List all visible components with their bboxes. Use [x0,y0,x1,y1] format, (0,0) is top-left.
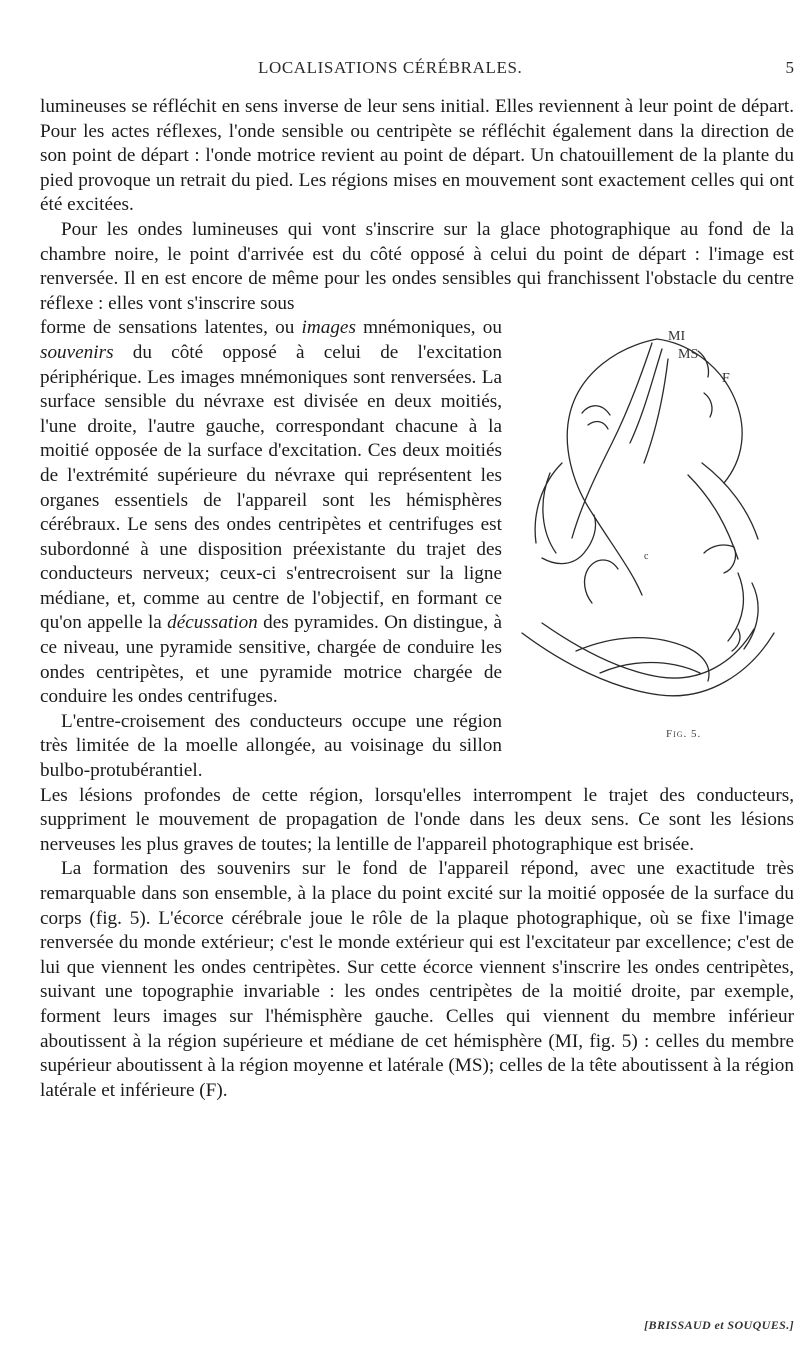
hand-left [542,515,596,564]
figure-5-illustration [502,329,794,713]
paragraph-2-full: Pour les ondes lumineuses qui vont s'inscrire sur la glace photographique au fond de la chambre noire, le point d'arrivée est du côté opposé à celui du point de départ : l'image est renversée. Il en est encore de même pour les ondes sensibles qui franchissent l'obstacle du centre réflexe : elles vont s'inscrire sous [40,218,794,314]
hemisphere-outline-right [657,339,742,483]
page-number: 5 [785,58,794,77]
running-title: LOCALISATIONS CÉRÉBRALES. [258,58,523,77]
paragraph-1: lumineuses se réfléchit en sens inverse de leur sens initial. Elles reviennent à leur point de départ. Pour les actes réflexes, l'onde sensible ou centripète se réfléchit également dans la direction de son point de départ : l'onde motrice revient au point de départ. Un chatouillement de la plante du pied provoque un retrait du pied. Les régions mises en mouvement sont exactement celles qui ont été excitées. [40,96,794,216]
homunculus-drawing [502,333,794,713]
label-ms: MS [678,347,699,362]
label-c: c [644,551,649,562]
term-souvenirs: souvenirs [40,341,114,363]
f-tick [704,393,712,417]
lower-curve-inner [542,623,754,678]
label-f: F [722,371,730,386]
paragraph-3-full: Les lésions profondes de cette région, lorsqu'elles interrompent le trajet des conducteurs, suppriment le mouvement de propagation de l'onde dans les deux sens. Ce sont les lésions nerveuses les plus graves de toutes; la lentille de l'appareil photographique est brisée. [40,784,794,855]
paragraph-2-narrow [40,316,502,710]
body-line-3 [644,359,668,463]
figure-caption: Fig. 5. [666,728,702,740]
publisher-mark: [BRISSAUD et SOUQUES.] [644,1318,794,1332]
p2-text-a: forme de sensations latentes, ou [40,317,302,339]
running-header [40,58,794,82]
p2-text-b: mnémoniques, ou [355,317,502,339]
lower-curve-outer [522,633,774,696]
term-decussation: décussation [167,612,258,634]
label-mi: MI [668,329,686,344]
leg-right-lower [728,573,743,641]
face-arc [582,406,610,429]
paragraph-3-narrow: L'entre-croisement des conducteurs occupe une région très limitée de la moelle allongée, au voisinage du sillon bulbo-protubérantiel. [40,710,502,782]
leg-crossing-1 [576,638,709,681]
hand-right [704,545,736,573]
arm-left-lower [543,473,556,553]
foot-left [585,560,618,603]
body-line-2 [630,349,662,443]
p2-text-d: des pyramides. On distingue, à ce niveau, une pyramide sensitive, chargée de conduire les ondes centripètes, et une pyramide motrice chargée de conduire les ondes centrifuges. [40,612,503,708]
paragraph-4: La formation des souvenirs sur le fond de l'appareil répond, avec une exactitude très remarquable dans son ensemble, à la place du point excité sur la moitié opposée de la surface du corps (fig. 5). L'écorce cérébrale joue le rôle de la plaque photographique, où se fixe l'image renversée du monde extérieur; c'est le monde extérieur qui est l'excitateur par excellence; c'est de lui que viennent les ondes centripètes. Sur cette écorce viennent s'inscrire les ondes centripètes, suivant une topographie invariable : les ondes centripètes de la moitié droite, par exemple, forment leurs images sur l'hémisphère gauche. Celles qui viennent du membre inférieur aboutissent à la région supérieure et médiane de cet hémisphère (MI, fig. 5) : celles du membre supérieur aboutissent à la région moyenne et latérale (MS); celles de la tête aboutissent à la région latérale et inférieure (F). [40,858,794,1101]
ms-tick [698,351,709,377]
body-line-1 [572,343,652,538]
p2-text-c: du côté opposé à celui de l'excitation périphérique. Les images mnémoniques sont renversées. La surface sensible du névraxe est divisée en deux moitiés, l'une droite, l'autre gauche, correspondant chacune à la moitié opposée de la surface d'excitation. Ces deux moitiés de l'extrémité supérieure du névraxe qui représentent les organes essentiels de l'appareil sont les hémisphères cérébraux. Le sens des ondes centripètes et centrifuges est subordonné à une disposition préexistante du trajet des conducteurs nerveux; ceux-ci s'entrecroisent sur la ligne médiane, et, comme au centre de l'objectif, en formant ce qu'on appelle la [40,341,502,634]
term-images: images [301,317,356,339]
leg-right-upper [744,583,758,649]
toe-right [732,629,740,651]
